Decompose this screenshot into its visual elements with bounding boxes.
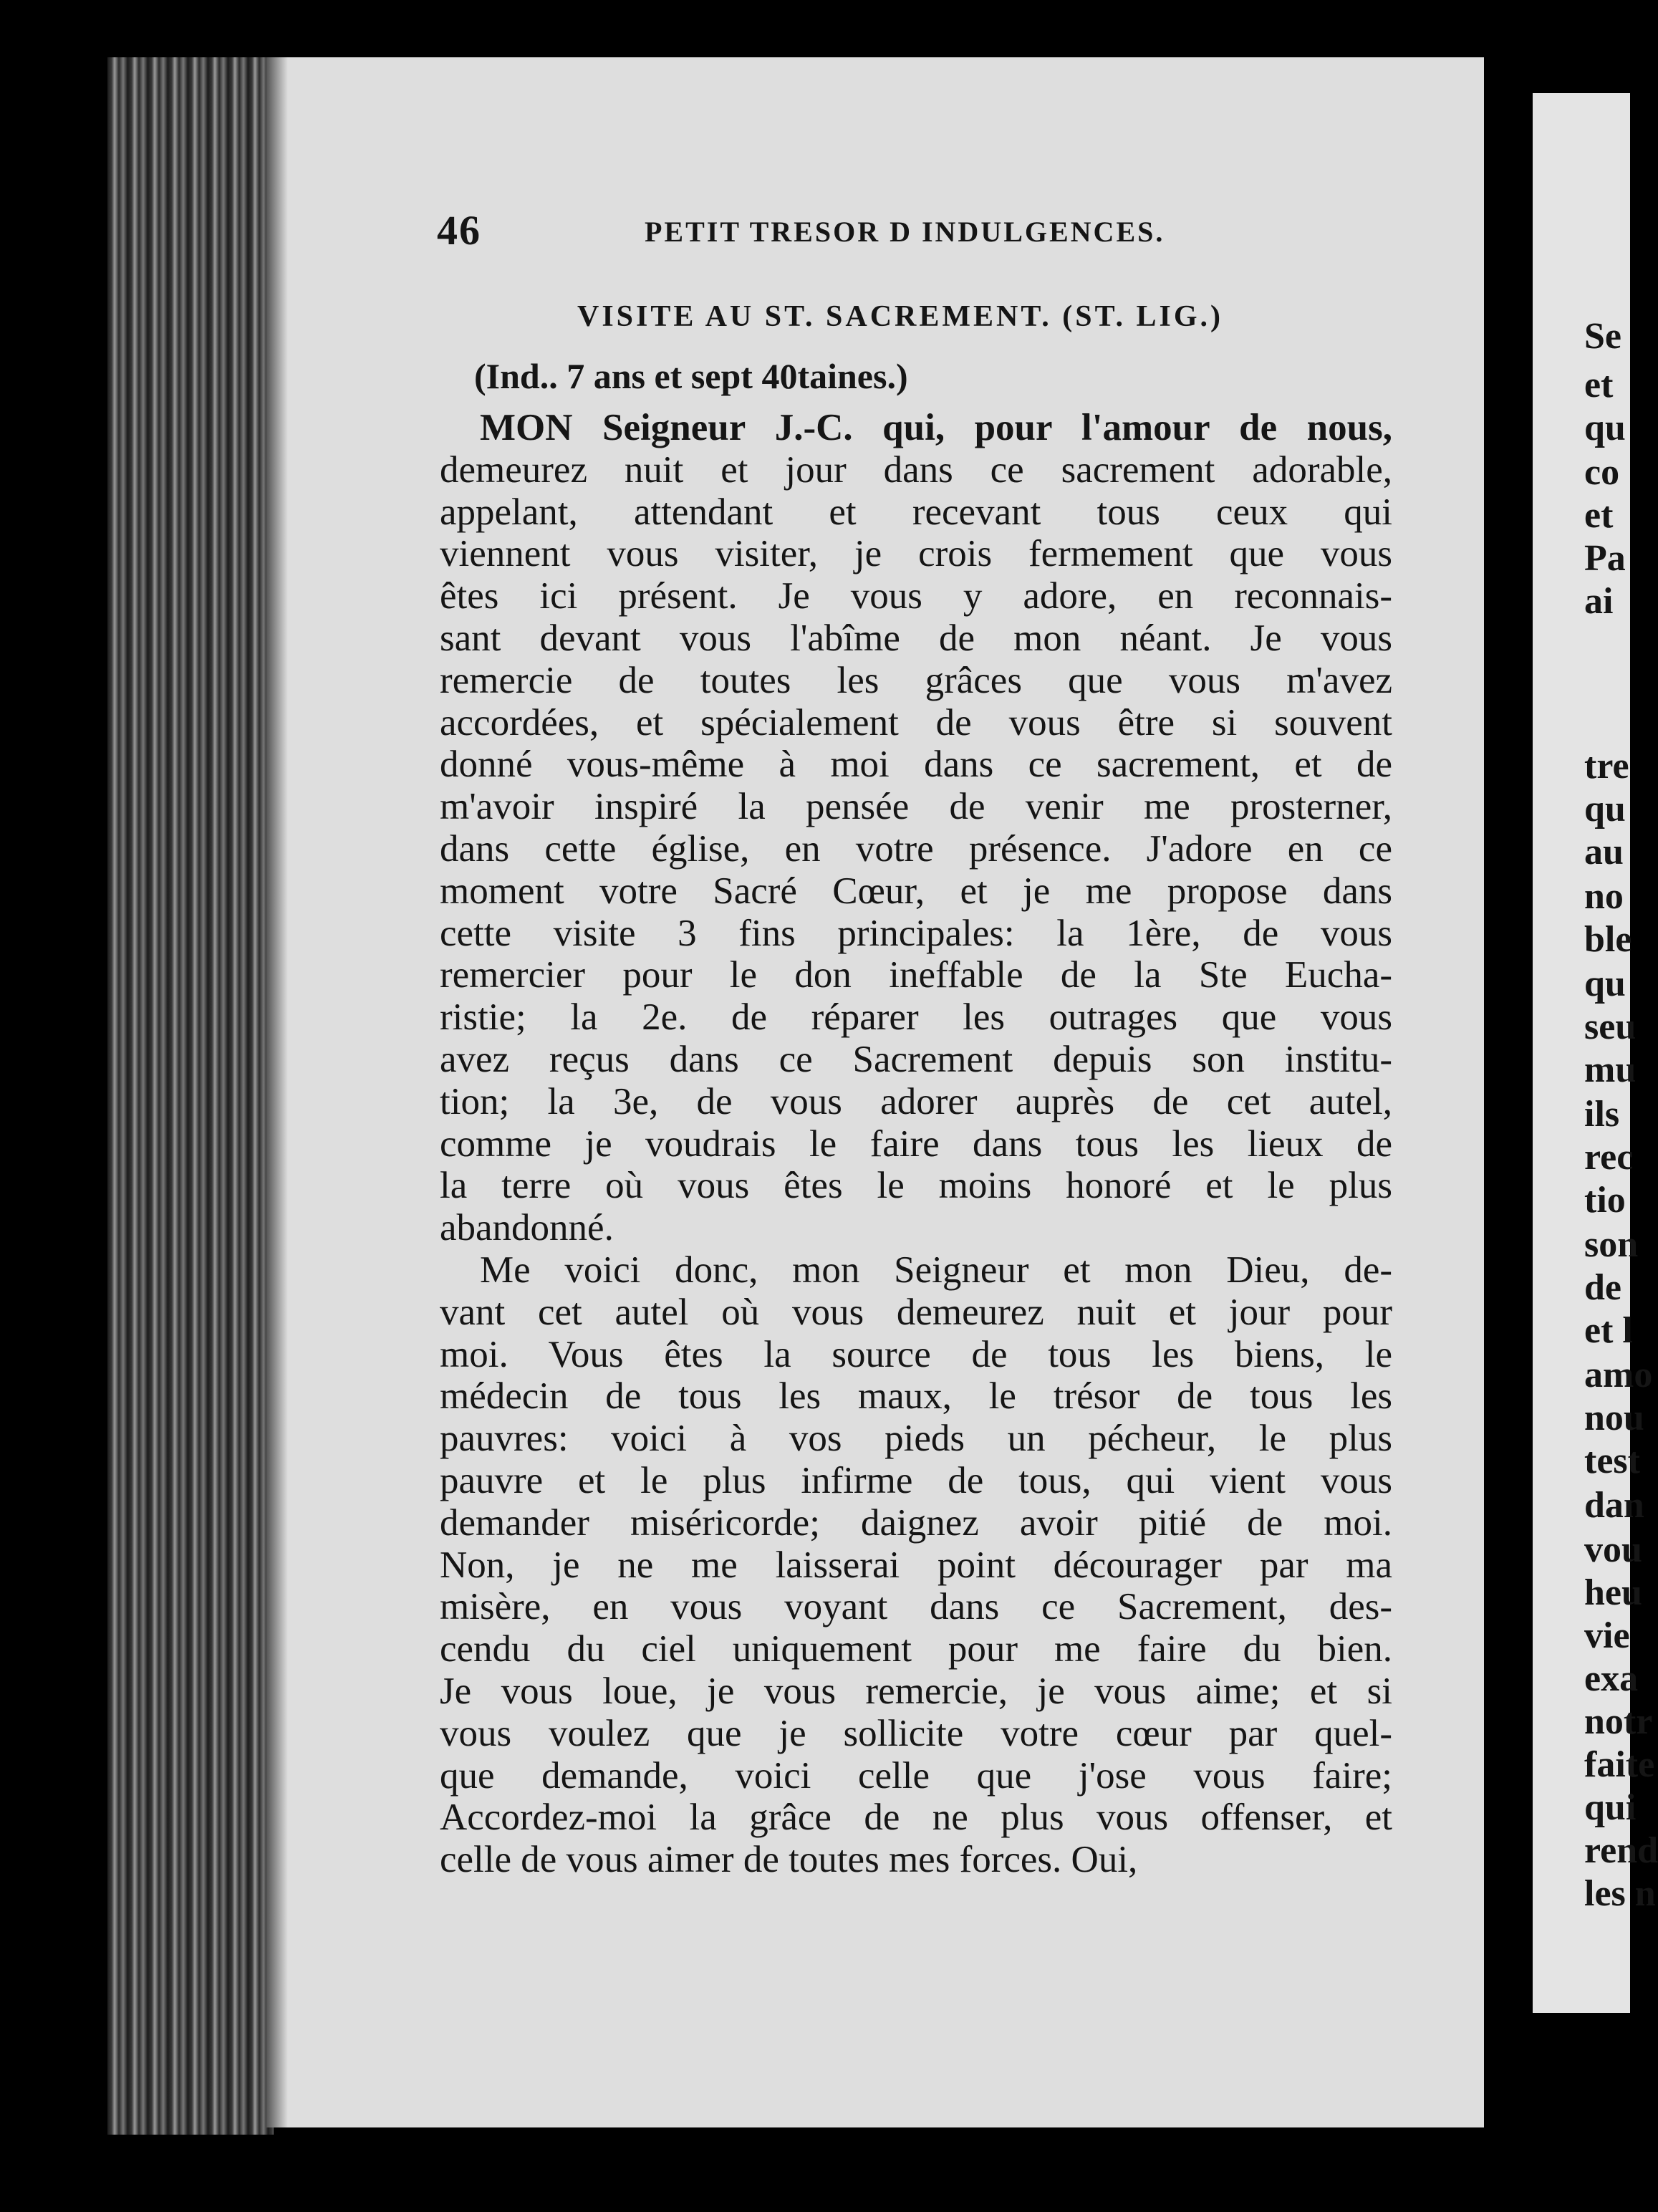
- right-page-fragment: et: [1584, 495, 1614, 536]
- text-line: comme je voudrais le faire dans tous les lieux de: [440, 1122, 1392, 1165]
- right-page-fragment: Pa: [1584, 538, 1626, 579]
- right-page-fragment: et: [1584, 365, 1614, 405]
- text-line: demeurez nuit et jour dans ce sacrement adorable,: [440, 448, 1392, 491]
- text-line: moment votre Sacré Cœur, et je me propose dans: [440, 870, 1392, 912]
- right-page-fragment: ai: [1584, 581, 1614, 622]
- right-page-fragment: co: [1584, 452, 1620, 493]
- right-page-fragment: heu: [1584, 1572, 1642, 1613]
- right-page-fragment: qu: [1584, 963, 1626, 1004]
- text-line: êtes ici présent. Je vous y adore, en reconnais-: [440, 575, 1392, 617]
- right-page-fragment: notr: [1584, 1701, 1653, 1742]
- right-page-fragment: vie: [1584, 1615, 1630, 1656]
- text-line: donné vous-même à moi dans ce sacrement, et de: [440, 744, 1392, 786]
- text-line: pauvre et le plus infirme de tous, qui vient vous: [440, 1459, 1392, 1501]
- right-page-fragment: tre: [1584, 746, 1629, 787]
- right-page-fragment: dan: [1584, 1485, 1644, 1526]
- text-line: abandonné.: [440, 1207, 614, 1249]
- page-number: 46: [437, 207, 481, 254]
- text-line: Non, je ne me laisserai point décourager par ma: [440, 1544, 1392, 1586]
- text-line: demander miséricorde; daignez avoir pitié de moi.: [440, 1501, 1392, 1544]
- text-line: m'avoir inspiré la pensée de venir me prosterner,: [440, 786, 1392, 828]
- gutter-shadow: [266, 57, 288, 2127]
- right-page-fragment: au: [1584, 832, 1624, 872]
- text-line: accordées, et spécialement de vous être si souvent: [440, 701, 1392, 744]
- right-page-fragment: mu: [1584, 1049, 1637, 1090]
- right-page-fragment: amo: [1584, 1355, 1653, 1395]
- text-line: misère, en vous voyant dans ce Sacrement, des-: [440, 1586, 1392, 1628]
- right-page-fragment: seu: [1584, 1006, 1637, 1047]
- right-page-fragment: tio: [1584, 1180, 1626, 1221]
- text-line: Je vous loue, je vous remercie, je vous aime; et si: [440, 1670, 1392, 1712]
- right-page-fragment: son: [1584, 1224, 1639, 1265]
- right-page-fragment: vou: [1584, 1529, 1642, 1570]
- right-page-fragment: et l: [1584, 1310, 1633, 1351]
- text-line: vant cet autel où vous demeurez nuit et jour pour: [440, 1291, 1392, 1333]
- right-page-fragment: ils: [1584, 1094, 1620, 1135]
- text-line: la terre où vous êtes le moins honoré et le plus: [440, 1165, 1392, 1207]
- text-line: moi. Vous êtes la source de tous les biens, le: [440, 1333, 1392, 1375]
- right-page-fragment: faite: [1584, 1744, 1655, 1785]
- text-line: celle de vous aimer de toutes mes forces. Oui,: [440, 1839, 1138, 1881]
- body-text: [440, 407, 1392, 1881]
- section-title: VISITE AU ST. SACREMENT. (ST. LIG.): [577, 300, 1224, 333]
- text-line: pauvres: voici à vos pieds un pécheur, le plus: [440, 1418, 1392, 1460]
- right-page-fragment: qui: [1584, 1787, 1637, 1828]
- indulgence-note: (Ind.. 7 ans et sept 40taines.): [474, 356, 908, 396]
- right-page-fragment: ble: [1584, 919, 1632, 960]
- text-line: Accordez-moi la grâce de ne plus vous offenser, et: [440, 1797, 1392, 1839]
- text-line: vous voulez que je sollicite votre cœur par quel-: [440, 1712, 1392, 1754]
- text-line: appelant, attendant et recevant tous ceux qui: [440, 491, 1392, 533]
- right-page-fragment: qu: [1584, 789, 1626, 830]
- text-line: remercier pour le don ineffable de la Ste Eucha-: [440, 954, 1392, 996]
- right-page-fragment: rec: [1584, 1137, 1634, 1178]
- right-page-text: [1584, 0, 1658, 2212]
- text-line: Me voici donc, mon Seigneur et mon Dieu, de-: [480, 1249, 1392, 1291]
- text-line: cette visite 3 fins principales: la 1ère, de vous: [440, 912, 1392, 954]
- text-line: sant devant vous l'abîme de mon néant. Je vous: [440, 617, 1392, 659]
- text-line: cendu du ciel uniquement pour me faire du bien.: [440, 1628, 1392, 1670]
- right-page-fragment: les n: [1584, 1873, 1656, 1914]
- text-line: MON Seigneur J.-C. qui, pour l'amour de nous,: [480, 407, 1392, 448]
- running-head: [437, 206, 1397, 256]
- text-line: avez reçus dans ce Sacrement depuis son institu-: [440, 1038, 1392, 1080]
- text-line: dans cette église, en votre présence. J'adore en ce: [440, 827, 1392, 870]
- right-page-fragment: de: [1584, 1267, 1621, 1308]
- text-line: tion; la 3e, de vous adorer auprès de cet autel,: [440, 1080, 1392, 1122]
- right-page-fragment: test: [1584, 1441, 1640, 1481]
- right-page-fragment: no: [1584, 876, 1624, 917]
- page-edges-stack: [107, 57, 274, 2135]
- right-page-fragment: nou: [1584, 1398, 1644, 1438]
- text-line: que demande, voici celle que j'ose vous faire;: [440, 1754, 1392, 1797]
- right-page-fragment: Se: [1584, 316, 1621, 357]
- text-line: remercie de toutes les grâces que vous m'avez: [440, 659, 1392, 701]
- right-page-fragment: qu: [1584, 408, 1626, 448]
- text-line: médecin de tous les maux, le trésor de tous les: [440, 1375, 1392, 1418]
- right-page-fragment: exa: [1584, 1658, 1639, 1699]
- text-line: viennent vous visiter, je crois fermement que vous: [440, 533, 1392, 575]
- right-page-fragment: rend: [1584, 1830, 1658, 1871]
- running-title: PETIT TRESOR D INDULGENCES.: [645, 216, 1165, 248]
- text-line: ristie; la 2e. de réparer les outrages que vous: [440, 996, 1392, 1039]
